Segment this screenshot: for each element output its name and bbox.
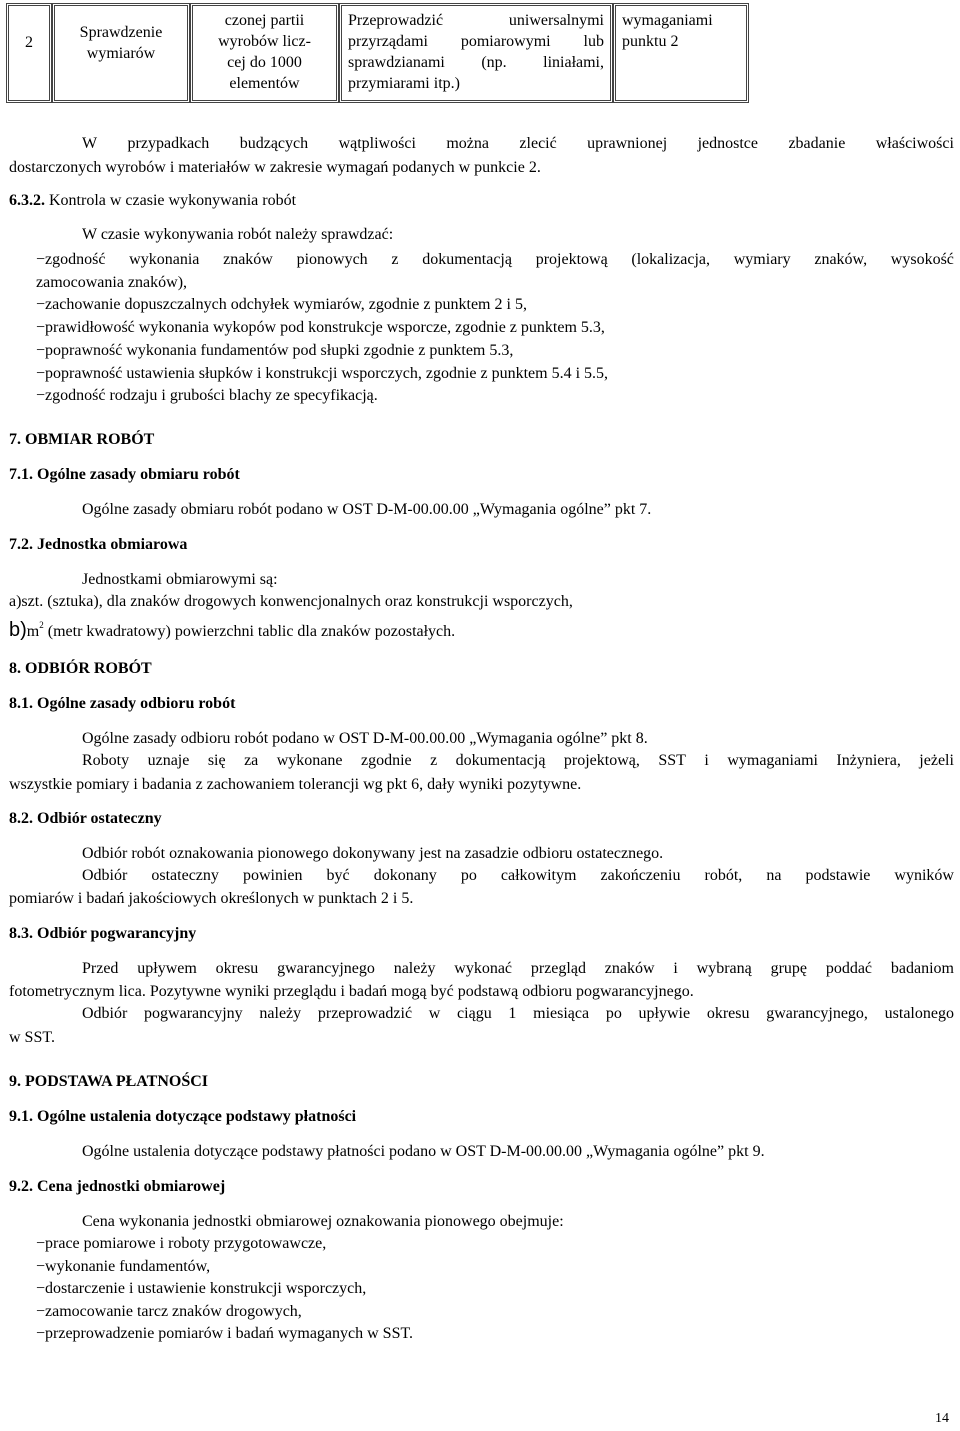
table-cell-frequency xyxy=(190,3,339,103)
word: wykonać xyxy=(454,960,513,977)
word: przeprowadzić xyxy=(317,1005,413,1022)
unit-exponent: 2 xyxy=(39,620,44,630)
word: być xyxy=(326,867,350,884)
word: robót, xyxy=(704,867,743,884)
word: się xyxy=(207,752,226,769)
section-heading-9-1: 9.1. Ogólne ustalenia dotyczące podstawy płatności xyxy=(9,1108,357,1125)
paragraph-line: Ogólne ustalenia dotyczące podstawy płatności podano w OST D-M-00.00.00 „Wymagania ogólne” pkt 9. xyxy=(82,1143,765,1160)
word: upływem xyxy=(137,960,197,977)
word: okresu xyxy=(215,960,259,977)
word: właściwości xyxy=(875,135,954,152)
section-number: 6.3.2. xyxy=(9,192,45,209)
word: sprawdzianami xyxy=(348,54,445,71)
word: Inżyniera, xyxy=(836,752,901,769)
cell-line: wymaganiami xyxy=(622,12,713,29)
word: miesiąca xyxy=(533,1005,590,1022)
word: zakończeniu xyxy=(600,867,681,884)
word: projektową, xyxy=(563,752,640,769)
word: wymaganiami xyxy=(727,752,818,769)
word: po xyxy=(605,1005,622,1022)
section-heading-7-2: 7.2. Jednostka obmiarowa xyxy=(9,536,188,553)
paragraph-line xyxy=(82,751,954,771)
list-item: −zgodność rodzaju i grubości blachy ze specyfikacją. xyxy=(36,387,378,404)
paragraph-line: w SST. xyxy=(9,1029,55,1046)
cell-line: cej do 1000 xyxy=(227,54,302,71)
unit: m xyxy=(26,623,40,640)
word: ciągu xyxy=(457,1005,492,1022)
word: powinien xyxy=(242,867,303,884)
word: całkowitym xyxy=(500,867,577,884)
word: gwarancyjnego xyxy=(277,960,375,977)
word: W xyxy=(82,135,98,152)
section-heading-7-1: 7.1. Ogólne zasady obmiaru robót xyxy=(9,466,240,483)
word: znaków xyxy=(223,251,273,268)
section-heading-7: 7. OBMIAR ROBÓT xyxy=(9,431,155,448)
word: wyników xyxy=(894,867,954,884)
inspection-table xyxy=(6,3,749,109)
word: dokonany xyxy=(373,867,437,884)
section-heading-8: 8. ODBIÓR ROBÓT xyxy=(9,660,152,677)
cell-line: wymiarów xyxy=(86,45,156,62)
paragraph-line: dostarczonych wyrobów i materiałów w zakresie wymagań podanych w punkcie 2. xyxy=(9,159,541,176)
list-item xyxy=(9,615,455,642)
cell-line xyxy=(348,31,604,52)
word: uniwersalnymi xyxy=(508,12,604,29)
word: z xyxy=(391,251,399,268)
word: przyrządami xyxy=(348,33,428,50)
list-item xyxy=(36,250,954,270)
word: Przeprowadzić xyxy=(348,12,444,29)
list-item: −dostarczenie i ustawienie konstrukcji wsporczych, xyxy=(36,1280,367,1297)
word: zgodnie xyxy=(360,752,412,769)
word: Przed xyxy=(82,960,119,977)
word: gwarancyjnego, xyxy=(766,1005,868,1022)
cell-line: punktu 2 xyxy=(622,33,679,50)
cell-line xyxy=(348,52,604,73)
word: ostateczny xyxy=(151,867,219,884)
paragraph-line xyxy=(82,134,954,154)
section-heading-6-3-2 xyxy=(9,191,296,211)
table-cell-criteria xyxy=(613,3,749,103)
word: pionowych xyxy=(296,251,368,268)
table-cell-name xyxy=(52,3,190,103)
word: (np. xyxy=(481,54,507,71)
list-item: −przeprowadzenie pomiarów i badań wymaganych w SST. xyxy=(36,1325,414,1342)
word: po xyxy=(460,867,477,884)
word: znaków, xyxy=(814,251,868,268)
table-cell-number xyxy=(6,3,52,103)
word: zlecić xyxy=(519,135,557,152)
word: wykonania xyxy=(129,251,200,268)
word: (lokalizacja, xyxy=(631,251,711,268)
word: SST xyxy=(658,752,686,769)
list-item: −poprawność ustawienia słupków i konstrukcji wsporczych, zgodnie z punktem 5.4 i 5.5, xyxy=(36,365,609,382)
paragraph-line: W czasie wykonywania robót należy sprawdzać: xyxy=(82,226,394,243)
word: badaniom xyxy=(890,960,954,977)
paragraph-line xyxy=(82,1004,954,1024)
list-item: −zachowanie dopuszczalnych odchyłek wymiarów, zgodnie z punktem 2 i 5, xyxy=(36,296,527,313)
section-heading-8-3: 8.3. Odbiór pogwarancyjny xyxy=(9,925,197,942)
word: zbadanie xyxy=(788,135,846,152)
word: podstawie xyxy=(805,867,871,884)
word: należy xyxy=(259,1005,302,1022)
word: uprawnionej xyxy=(587,135,668,152)
word: Roboty xyxy=(82,752,130,769)
word: należy xyxy=(393,960,436,977)
word: projektową xyxy=(535,251,608,268)
list-text: (metr kwadratowy) powierzchni tablic dla znaków pozostałych. xyxy=(43,623,456,640)
word: lub xyxy=(583,33,604,50)
word: z xyxy=(430,752,438,769)
word: wysokość xyxy=(890,251,954,268)
list-item-continuation: zamocowania znaków), xyxy=(36,274,188,291)
word: można xyxy=(446,135,489,152)
cell-line xyxy=(348,10,604,31)
word: i xyxy=(704,752,709,769)
paragraph-line xyxy=(82,959,954,979)
word: wątpliwości xyxy=(338,135,416,152)
word: przypadkach xyxy=(127,135,210,152)
word: okresu xyxy=(706,1005,750,1022)
word: i xyxy=(673,960,678,977)
paragraph-line: pomiarów i badań jakościowych określonych w punktach 2 i 5. xyxy=(9,890,414,907)
list-item: −wykonanie fundamentów, xyxy=(36,1258,211,1275)
word: przegląd xyxy=(530,960,586,977)
section-heading-8-2: 8.2. Odbiór ostateczny xyxy=(9,810,162,827)
section-heading-9: 9. PODSTAWA PŁATNOŚCI xyxy=(9,1073,208,1090)
section-heading-8-1: 8.1. Ogólne zasady odbioru robót xyxy=(9,695,236,712)
cell-line: wyrobów licz- xyxy=(218,33,311,50)
paragraph-line: Cena wykonania jednostki obmiarowej oznakowania pionowego obejmuje: xyxy=(82,1213,564,1230)
word: wybraną xyxy=(696,960,752,977)
cell-line: Sprawdzenie xyxy=(79,24,163,41)
word: jeżeli xyxy=(919,752,954,769)
table-cell-method xyxy=(339,3,613,103)
word: dokumentacją xyxy=(422,251,512,268)
paragraph-line: Ogólne zasady obmiaru robót podano w OST D-M-00.00.00 „Wymagania ogólne” pkt 7. xyxy=(82,501,652,518)
word: −zgodność xyxy=(36,251,106,268)
word: w xyxy=(428,1005,441,1022)
word: wykonane xyxy=(276,752,343,769)
cell-line: elementów xyxy=(229,75,300,92)
word: liniałami, xyxy=(543,54,604,71)
list-item: −poprawność wykonania fundamentów pod słupki zgodnie z punktem 5.3, xyxy=(36,342,514,359)
section-title: Kontrola w czasie wykonywania robót xyxy=(49,192,297,209)
word: grupę xyxy=(770,960,807,977)
word: znaków xyxy=(604,960,655,977)
word: ustalonego xyxy=(884,1005,954,1022)
word: za xyxy=(244,752,259,769)
word: pomiarowymi xyxy=(460,33,551,50)
word: wymiary xyxy=(733,251,791,268)
list-item: −zamocowanie tarcz znaków drogowych, xyxy=(36,1303,302,1320)
list-item: −prawidłowość wykonania wykopów pod konstrukcje wsporcze, zgodnie z punktem 5.3, xyxy=(36,319,605,336)
word: poddać xyxy=(825,960,873,977)
word: 1 xyxy=(508,1005,517,1022)
section-heading-9-2: 9.2. Cena jednostki obmiarowej xyxy=(9,1178,226,1195)
row-number: 2 xyxy=(25,34,33,51)
page-number: 14 xyxy=(935,1411,949,1426)
word: Odbiór xyxy=(82,867,128,884)
word: jednostce xyxy=(697,135,758,152)
list-marker: b) xyxy=(9,619,27,641)
paragraph-line xyxy=(82,866,954,886)
paragraph-line: Odbiór robót oznakowania pionowego dokonywany jest na zasadzie odbioru ostatecznego. xyxy=(82,845,664,862)
cell-line: przymiarami itp.) xyxy=(348,75,460,92)
word: uznaje xyxy=(147,752,190,769)
word: Odbiór xyxy=(82,1005,128,1022)
word: na xyxy=(766,867,782,884)
paragraph-line: fotometrycznym lica. Pozytywne wyniki przeglądu i badań mogą być podstawą odbioru pogwarancyjnego. xyxy=(9,983,694,1000)
list-item: −prace pomiarowe i roboty przygotowawcze, xyxy=(36,1235,327,1252)
word: dokumentacją xyxy=(455,752,546,769)
paragraph-line: wszystkie pomiary i badania z zachowaniem tolerancji wg pkt 6, dały wyniki pozytywne. xyxy=(9,776,582,793)
list-item: a)szt. (sztuka), dla znaków drogowych konwencjonalnych oraz konstrukcji wsporczych, xyxy=(9,593,573,610)
cell-line: czonej partii xyxy=(224,12,305,29)
word: pogwarancyjny xyxy=(144,1005,243,1022)
paragraph-line: Ogólne zasady odbioru robót podano w OST D-M-00.00.00 „Wymagania ogólne” pkt 8. xyxy=(82,730,648,747)
word: budzących xyxy=(239,135,309,152)
paragraph-line: Jednostkami obmiarowymi są: xyxy=(82,571,278,588)
word: upływie xyxy=(638,1005,691,1022)
